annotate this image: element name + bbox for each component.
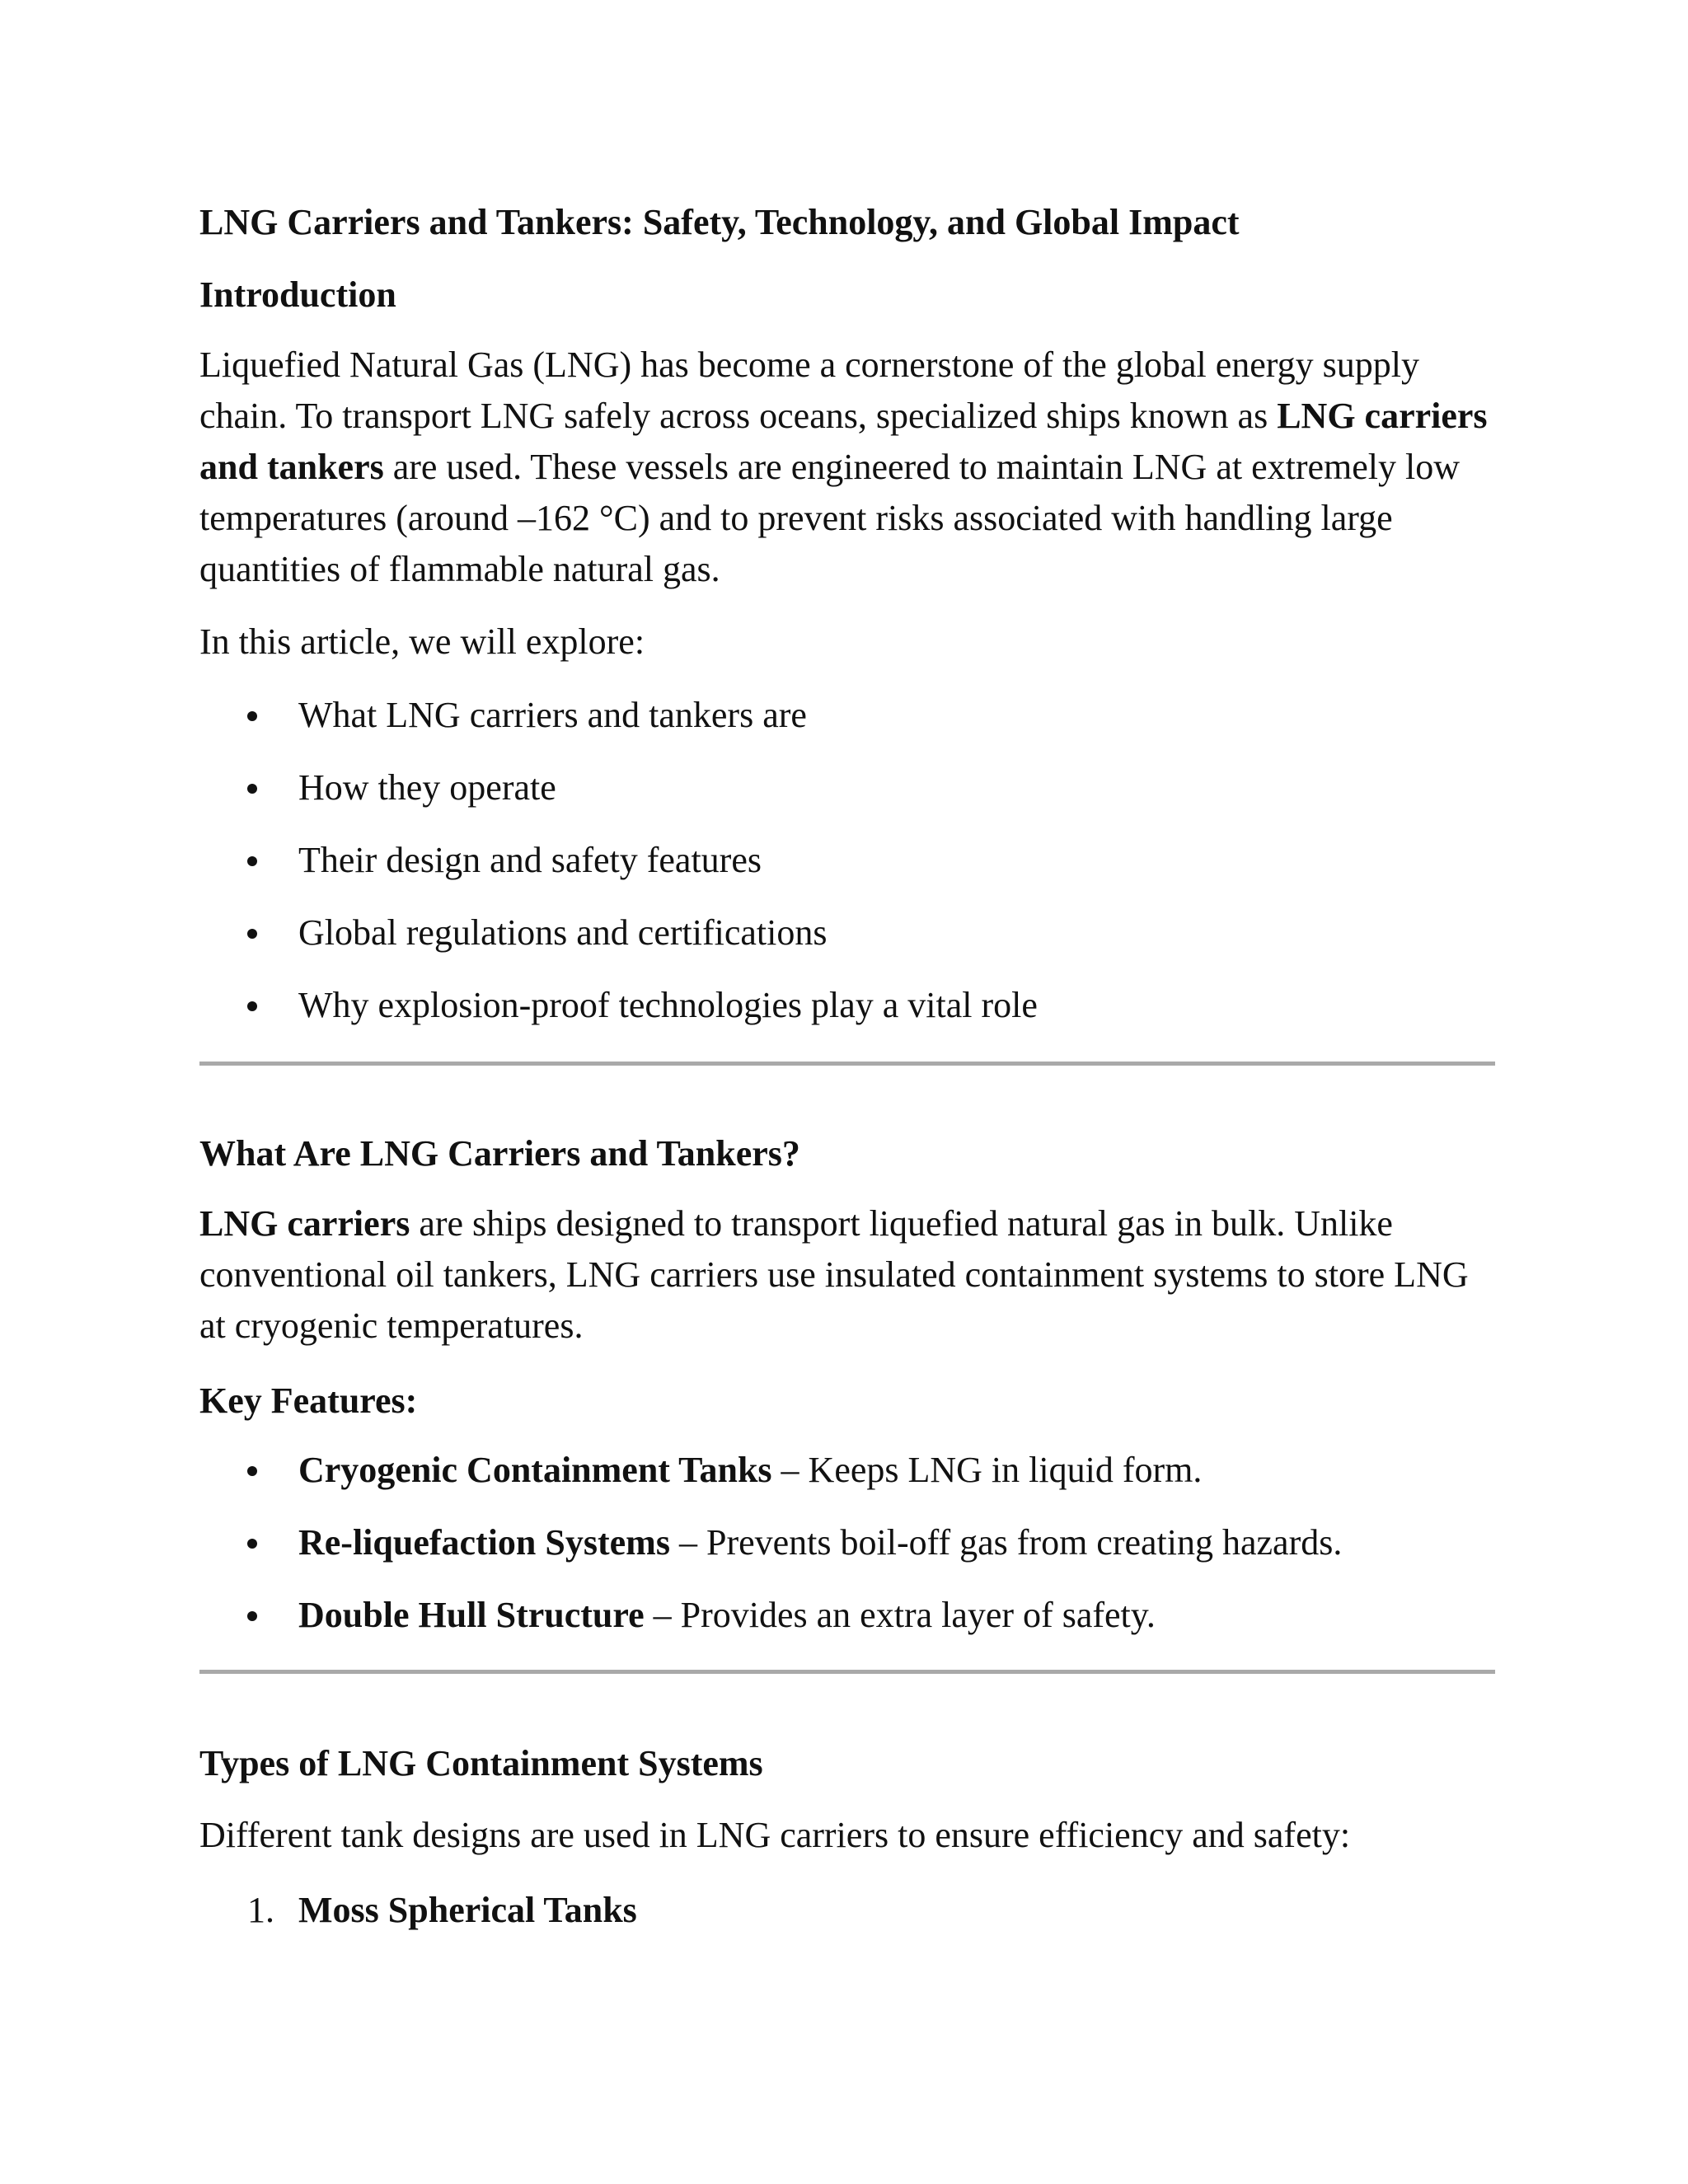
bullet-icon (247, 711, 257, 721)
document-title: LNG Carriers and Tankers: Safety, Technology, and Global Impact (199, 202, 1240, 242)
types-list (199, 1887, 1495, 1960)
list-item-text: Global regulations and certifications (298, 912, 828, 953)
explore-lead: In this article, we will explore: (199, 621, 645, 662)
intro-paragraph-part-3: are used. These vessels are engineered to maintain LNG at extremely low temperatures (around –162 °C) and to prevent risks associated with handling large quantities of flammable natural gas. (199, 447, 1460, 589)
bullet-icon (247, 856, 257, 866)
list-item (199, 1520, 1495, 1566)
types-heading: Types of LNG Containment Systems (199, 1743, 763, 1783)
key-features-heading: Key Features: (199, 1380, 418, 1421)
list-item (199, 982, 1495, 1029)
bullet-icon (247, 1539, 257, 1549)
feature-name: Double Hull Structure (298, 1595, 645, 1635)
feature-name: Cryogenic Containment Tanks (298, 1450, 772, 1490)
what-are-heading: What Are LNG Carriers and Tankers? (199, 1133, 800, 1174)
bullet-icon (247, 929, 257, 939)
feature-desc: – Provides an extra layer of safety. (644, 1595, 1156, 1635)
bullet-icon (247, 784, 257, 794)
list-item (199, 1592, 1495, 1638)
list-item-text: Their design and safety features (298, 840, 762, 880)
intro-paragraph-part-1: Liquefied Natural Gas (LNG) has become a cornerstone of the global energy supply chain. To transport LNG safely across oceans, specialized ships known as (199, 344, 1420, 436)
list-item (199, 1887, 1495, 1933)
list-item (199, 1447, 1495, 1493)
feature-desc: – Prevents boil-off gas from creating hazards. (669, 1522, 1343, 1563)
list-item (199, 910, 1495, 956)
list-item-text: How they operate (298, 767, 556, 808)
list-item-text: What LNG carriers and tankers are (298, 695, 807, 735)
intro-paragraph (199, 340, 1495, 595)
what-are-paragraph-bold: LNG carriers (199, 1203, 410, 1244)
intro-heading: Introduction (199, 274, 396, 315)
explore-list (199, 692, 1495, 1055)
feature-name: Re-liquefaction Systems (298, 1522, 670, 1563)
bullet-icon (247, 1611, 257, 1621)
types-paragraph: Different tank designs are used in LNG carriers to ensure efficiency and safety: (199, 1815, 1351, 1855)
list-item (199, 765, 1495, 811)
what-are-paragraph (199, 1198, 1495, 1352)
what-are-paragraph-rest: are ships designed to transport liquefied natural gas in bulk. Unlike conventional oil tankers, LNG carriers use insulated containment systems to store LNG at cryogenic temperatures. (199, 1203, 1469, 1346)
section-divider (199, 1062, 1495, 1066)
list-number: 1. (247, 1890, 274, 1930)
intro-paragraph-bold: LNG carriers and tankers (199, 396, 1488, 487)
bullet-icon (247, 1001, 257, 1011)
feature-desc: – Keeps LNG in liquid form. (771, 1450, 1203, 1490)
section-divider (199, 1670, 1495, 1674)
type-name: Moss Spherical Tanks (298, 1890, 637, 1930)
list-item-text: Why explosion-proof technologies play a vital role (298, 985, 1038, 1025)
list-item (199, 692, 1495, 738)
list-item (199, 837, 1495, 883)
bullet-icon (247, 1466, 257, 1476)
key-features-list (199, 1447, 1495, 1665)
